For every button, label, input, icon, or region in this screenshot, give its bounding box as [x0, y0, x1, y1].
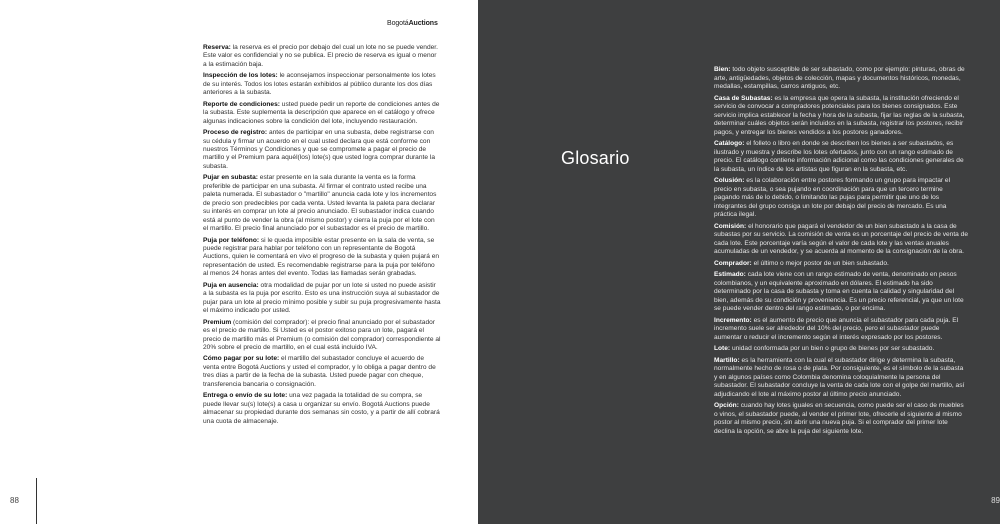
glossary-definition: cada lote viene con un rango estimado de venta, denominado en pesos colombianos, y un equivalente aproximado en dólares. El estimado ha sido determinado por la casa de subasta y toma en cuenta la calidad y singularidad del bien, además de su condición y proveniencia. Es un precio referencial, ya que un lote se puede vender dentro del rango estimado, o por encima.	[714, 271, 964, 312]
glossary-entry	[203, 319, 441, 353]
glossary-entry	[203, 72, 441, 97]
left-page	[0, 0, 478, 524]
brand-part2: Auctions	[408, 20, 438, 27]
brand-part1: Bogotá	[387, 20, 409, 27]
margin-rule	[36, 478, 37, 524]
glossary-definition: todo objeto susceptible de ser subastado, como por ejemplo: pinturas, obras de arte, antigüedades, objetos de colección, mapas y documentos históricos, monedas, medallas, estampillas, carros antiguos, etc.	[714, 66, 965, 90]
left-glossary-column	[203, 44, 441, 429]
glossary-definition: el folleto o libro en donde se describen los bienes a ser subastados, es ilustrado y muestra y describe los lotes ofertados, junto con un rango estimado de precio. El catálogo contiene información adicional como las condiciones generales de la subasta, un índice de los artistas que figuran en la subasta, etc.	[714, 140, 964, 173]
glossary-entry	[203, 44, 441, 69]
glossary-term: Reporte de condiciones:	[203, 100, 280, 108]
glossary-definition: el honorario que pagará el vendedor de un bien subastado a la casa de subastas por su servicio. La comisión de venta es un porcentaje del precio de venta de cada lote. Este porcentaje varía según el valor de cada lote y las ventas anuales acumuladas de un vendedor, y se acuerda al momento de la consignación de la obra.	[714, 222, 969, 255]
glossary-term: Premium	[203, 318, 232, 326]
glossary-term: Martillo:	[714, 356, 740, 364]
glossary-entry	[714, 317, 968, 343]
glossary-term: Colusión:	[714, 177, 745, 184]
glossary-term: Cómo pagar por su lote:	[203, 355, 280, 363]
glossary-term: Incremento:	[714, 316, 752, 324]
glossary-term: Puja por teléfono:	[203, 236, 260, 244]
glossary-entry	[714, 95, 968, 138]
glossary-entry	[714, 357, 968, 400]
glossary-entry	[203, 392, 441, 426]
glossary-entry	[714, 271, 968, 314]
glossary-entry	[203, 101, 441, 126]
glossary-entry	[203, 282, 441, 316]
glossary-entry	[714, 402, 968, 436]
glossary-term: Entrega o envío de su lote:	[203, 392, 288, 400]
glossary-definition: estar presente en la sala durante la venta es la forma preferible de participar en una subasta. Al firmar el contrato usted recibe una paleta numerada. El subastador o "martillo" anuncia cada lote y los incrementos de precio son predecibles por cada venta. Usted levanta la paleta para declarar su interés en comprar un lote al precio anunciado. El subastador indica cuando está al punto de vender la obra (al mismo postor) y cierra la puja por el lote con el martillo. El precio final anunciado por el subastador es el precio de martillo.	[203, 174, 437, 233]
glossary-term: Opción:	[714, 402, 739, 409]
glossary-definition: una vez pagada la totalidad de su compra, se puede llevar su(s) lote(s) a casa u organizar su envío. Bogotá Auctions puede almacenar su propiedad durante dos semanas sin costo, y a partir de allí cobrará una cuota de almacenaje.	[203, 392, 440, 425]
glossary-term: Pujar en subasta:	[203, 174, 258, 182]
glossary-entry	[714, 177, 968, 220]
glossary-definition: es la colaboración entre postores formando un grupo para impactar el precio en subasta, o sea pujando en coordinación para que un tercero termine pagando más de lo debido, o limitando las pujas para permitir que uno de los integrantes del grupo consiga un lote por debajo del precio de mercado. Es una práctica ilegal.	[714, 177, 951, 218]
page-number-right: 89	[991, 496, 1000, 505]
glossary-entry	[714, 345, 968, 354]
glossary-term: Reserva:	[203, 44, 231, 51]
glossary-definition: es la herramienta con la cual el subastador dirige y determina la subasta, normalmente hecho de rosa o de plata. Por consiguiente, es el símbolo de la subasta y en algunos países como Colombia denomina coloquialmente la persona del subastador. El subastador concluye la venta de cada lote con el golpe del martillo, así adjudicando el lote al máximo postor al último precio anunciado.	[714, 356, 965, 398]
glossary-entry	[203, 129, 441, 171]
page-title: Glosario	[561, 148, 630, 168]
right-glossary-column	[714, 66, 968, 439]
glossary-term: Puja en ausencia:	[203, 281, 259, 289]
glossary-definition: unidad conformada por un bien o grupo de bienes por ser subastado.	[730, 345, 935, 352]
glossary-definition: el último o mejor postor de un bien subastado.	[751, 259, 889, 267]
right-page	[478, 0, 1000, 524]
glossary-definition: la reserva es el precio por debajo del cual un lote no se puede vender. Este valor es confidencial y no se publica. El precio de reserva es igual o menor a la estimación baja.	[203, 44, 438, 68]
glossary-definition: es el aumento de precio que anuncia el subastador para cada puja. El incremento suele ser alrededor del 10% del precio, pero el subastador puede aumentar o reducir el incremento según el interés expresado por los postores.	[714, 316, 959, 341]
glossary-entry	[203, 355, 441, 389]
glossary-entry	[203, 174, 441, 233]
brand-logo	[387, 20, 438, 27]
glossary-definition: antes de participar en una subasta, debe registrarse con su cédula y firmar un acuerdo en el cual usted declara que está conforme con nuestros Términos y Condiciones y que se compromete a pagar el precio de martillo y el Premium para aquél(los) lote(s) que usted logra comprar durante la subasta.	[203, 129, 435, 170]
glossary-definition: si le queda imposible estar presente en la sala de venta, se puede registrar para hablar por teléfono con un representante de Bogotá Auctions, quien le comentará en vivo el progreso de la subasta y quien pujará en representación de usted. Es recomendable registrarse para la puja por teléfono al menos 24 horas antes del evento. Todas las llamadas serán grabadas.	[203, 236, 440, 278]
glossary-definition: usted puede pedir un reporte de condiciones antes de la subasta. Este suplementa la descripción que aparece en el catálogo y ofrece algunas indicaciones sobre la condición del lote, incluyendo restauración.	[203, 100, 440, 125]
page-number-left: 88	[10, 496, 19, 505]
glossary-term: Casa de Subastas:	[714, 94, 773, 102]
glossary-entry	[714, 140, 968, 174]
glossary-entry	[714, 223, 968, 257]
glossary-entry	[714, 260, 968, 269]
glossary-definition: (comisión del comprador): el precio final anunciado por el subastador es el precio de martillo. Si Usted es el postor exitoso para un lote, pagará el precio de martillo más el Premium (o comisión del comprador) correspondiente al 20% sobre el precio de martillo, en el cual está incluido IVA.	[203, 318, 441, 351]
glossary-term: Estimado:	[714, 271, 746, 278]
glossary-definition: otra modalidad de pujar por un lote si usted no puede asistir a la subasta es la puja por escrito. Esto es una instrucción suya al subastador de pujar para un lote al precio mínimo posible y subir su puja progresivamente hasta el máximo indicado por usted.	[203, 281, 441, 315]
glossary-entry	[714, 66, 968, 92]
glossary-term: Lote:	[714, 345, 731, 352]
glossary-term: Comisión:	[714, 222, 747, 230]
glossary-term: Proceso de registro:	[203, 129, 268, 137]
glossary-term: Inspección de los lotes:	[203, 72, 278, 80]
glossary-term: Comprador:	[714, 259, 752, 267]
glossary-definition: le aconsejamos inspeccionar personalmente los lotes de su interés. Todos los lotes estarán exhibidos al público durante los dos días anteriores a la subasta.	[203, 72, 436, 97]
glossary-definition: es la empresa que opera la subasta, la institución ofreciendo el servicio de convocar a compradores potenciales para los bienes consignados. Este servicio implica establecer la fecha y hora de la subasta, fijar las reglas de la subasta, determinar cuáles objetos serán incluidos en la subasta, registrar los postores, recibir pagos, y entregar los bienes vendidos a los postores ganadores.	[714, 94, 965, 136]
glossary-term: Bien:	[714, 66, 731, 73]
glossary-definition: el martillo del subastador concluye el acuerdo de venta entre Bogotá Auctions y usted el comprador, y lo obliga a pagar dentro de tres días a partir de la fecha de la subasta. Usted puede pagar con cheque, transferencia bancaria o consignación.	[203, 355, 436, 388]
glossary-term: Catálogo:	[714, 140, 745, 147]
glossary-entry	[203, 237, 441, 279]
glossary-definition: cuando hay lotes iguales en secuencia, como puede ser el caso de muebles o vinos, el subastador puede, al vender el primer lote, ofrecerle el siguiente al mismo postor al mismo precio, sin abrir una nueva puja. Si el comprador del primer lote declina la opción, se abre la puja del siguiente lote.	[714, 402, 964, 435]
